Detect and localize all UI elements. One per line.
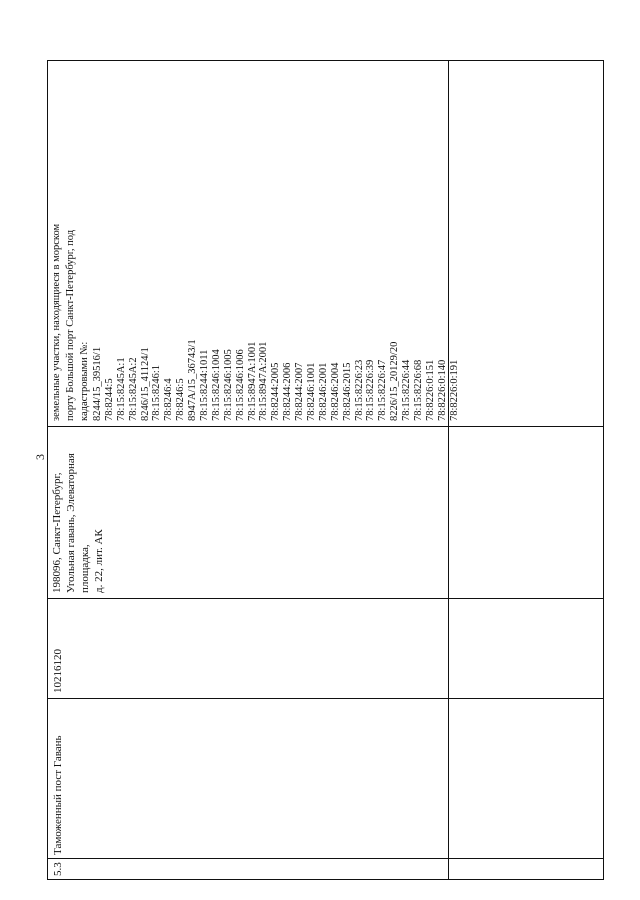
address-line: Угольная гавань, Элеваторная [65, 453, 77, 593]
post-name: Таможенный пост Гавань [52, 735, 64, 855]
cadastral-number: 78:15:8226:23 [353, 359, 365, 421]
cadastral-number: 78:8226:0:140 [436, 359, 448, 421]
cadastral-number: 78:8246:2015 [341, 362, 353, 421]
cadastral-number: 78:8246:1001 [306, 362, 318, 421]
rotated-table-frame [47, 60, 604, 880]
cadastral-number: 78:15:8947A:1001 [246, 341, 258, 421]
cadastral-number: 78:8246:5 [175, 378, 187, 421]
cadastral-number: 78:8246:2001 [317, 362, 329, 421]
cadastral-number: 78:15:8245A:1 [115, 357, 127, 421]
cadastral-number: 78:15:8226:68 [413, 359, 425, 421]
customs-posts-table [47, 60, 604, 880]
description-line: порту Большой порт Санкт-Петербург, под [65, 229, 76, 421]
post-address [50, 453, 106, 593]
cadastral-number-list [92, 224, 461, 421]
address-line: площадка, [79, 544, 91, 593]
cadastral-number: 78:8246:2004 [329, 362, 341, 421]
cadastral-number: 78:15:8246:1 [151, 364, 163, 421]
address-line: д. 22, лит. АК [93, 529, 105, 593]
cadastral-number: 78:15:8226:44 [401, 359, 413, 421]
cadastral-number: 78:8226:0:191 [448, 359, 460, 421]
description-line: кадастровыми №: [79, 341, 90, 421]
cadastral-number: 78:8244:2006 [282, 362, 294, 421]
cadastral-number: 78:15:8947A:2001 [258, 341, 270, 421]
cadastral-number: 78:8226:0:151 [424, 359, 436, 421]
cadastral-number: 78:15:8246:1004 [210, 349, 222, 421]
page-number: 3 [33, 454, 47, 460]
column-divider [48, 858, 603, 859]
cadastral-number: 8246/15_41124/1 [139, 347, 151, 421]
cadastral-number: 78:15:8244:1011 [199, 349, 211, 421]
description-line: земельные участки, находящиеся в морском [51, 223, 62, 421]
cadastral-number: 78:15:8245A:2 [127, 357, 139, 421]
cadastral-number: 78:8246:4 [163, 378, 175, 421]
post-code: 10216120 [52, 649, 64, 693]
column-divider [48, 598, 603, 599]
column-divider [48, 426, 603, 427]
cadastral-number: 78:8244:5 [103, 378, 115, 421]
cadastral-number: 78:8244:2007 [294, 362, 306, 421]
cadastral-number: 78:15:8226:39 [365, 359, 377, 421]
cadastral-number: 8947A/15_36743/1 [187, 339, 199, 421]
cadastral-number: 78:15:8246:1005 [222, 349, 234, 421]
cadastral-number: 78:8244:2005 [270, 362, 282, 421]
column-divider [48, 698, 603, 699]
cadastral-number: 8244/15_39516/1 [92, 346, 103, 421]
cadastral-number: 78:15:8246:1006 [234, 349, 246, 421]
land-plots-description [50, 224, 461, 421]
address-line: 198096, Санкт-Петербург, [51, 472, 63, 593]
cadastral-number: 8226/15_20129/20 [389, 341, 401, 421]
row-number: 5.3 [52, 862, 64, 876]
row-divider [448, 61, 449, 879]
cadastral-number: 78:15:8226:47 [377, 359, 389, 421]
